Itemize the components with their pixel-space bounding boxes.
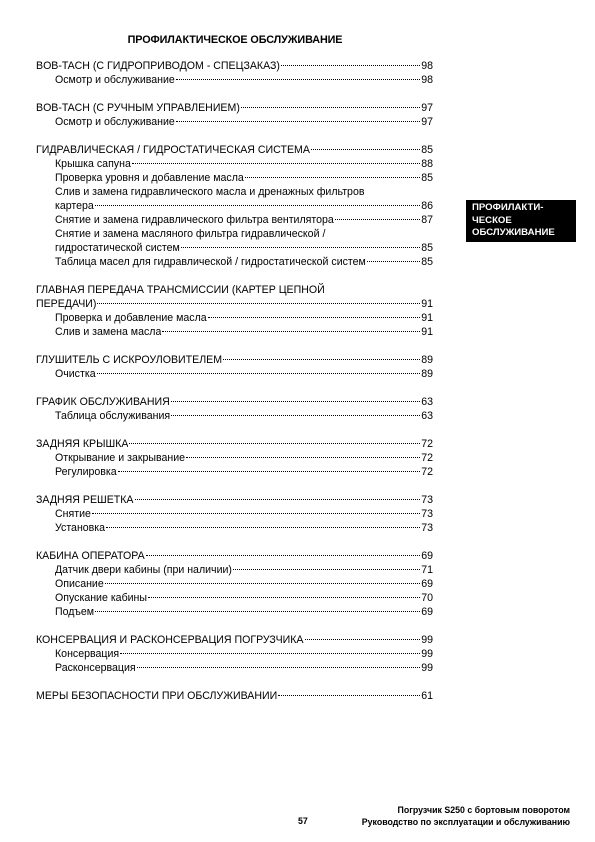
toc-entry[interactable] <box>36 409 433 423</box>
toc-label: ГЛУШИТЕЛЬ С ИСКРОУЛОВИТЕЛЕМ <box>36 354 223 366</box>
toc-label: ЗАДНЯЯ РЕШЕТКА <box>36 494 134 506</box>
toc-entry[interactable] <box>36 605 433 619</box>
toc-entry[interactable] <box>36 199 433 213</box>
toc-entry[interactable] <box>36 171 433 185</box>
toc-entry[interactable] <box>36 661 433 675</box>
toc-label: Снятие <box>55 508 91 520</box>
toc-page-number: 63 <box>421 396 433 408</box>
toc-page-number: 85 <box>421 242 433 254</box>
toc-section-title[interactable] <box>36 353 433 367</box>
toc-label: Опускание кабины <box>55 592 148 604</box>
toc-leader-dots <box>176 121 420 122</box>
footer-product: Погрузчик S250 с бортовым поворотом <box>397 805 570 815</box>
toc-section <box>36 689 433 703</box>
page-number: 57 <box>298 816 308 826</box>
toc-entry[interactable] <box>36 451 433 465</box>
toc-label: Таблица обслуживания <box>55 410 171 422</box>
toc-page-number: 91 <box>421 326 433 338</box>
toc-page-number: 89 <box>421 354 433 366</box>
toc-label: ГИДРАВЛИЧЕСКАЯ / ГИДРОСТАТИЧЕСКАЯ СИСТЕМА <box>36 144 310 156</box>
toc-section-title[interactable] <box>36 549 433 563</box>
toc-entry[interactable] <box>36 521 433 535</box>
toc-entry[interactable] <box>36 213 433 227</box>
toc-label: ГРАФИК ОБСЛУЖИВАНИЯ <box>36 396 170 408</box>
toc-leader-dots <box>171 415 420 416</box>
toc-leader-dots <box>245 177 420 178</box>
toc-leader-dots <box>118 471 421 472</box>
section-tab-line: ОБСЛУЖИВАНИЕ <box>472 227 555 238</box>
toc-entry[interactable] <box>36 255 433 269</box>
toc-page-number: 98 <box>421 60 433 72</box>
toc-entry[interactable] <box>36 325 433 339</box>
section-tab-line: ПРОФИЛАКТИ- <box>472 202 544 213</box>
toc-page-number: 91 <box>421 312 433 324</box>
toc-section-title[interactable] <box>36 437 433 451</box>
toc-entry[interactable] <box>36 577 433 591</box>
toc-leader-dots <box>95 611 420 612</box>
toc-leader-dots <box>311 149 420 150</box>
toc-leader-dots <box>146 555 421 556</box>
toc-page-number: 87 <box>421 214 433 226</box>
toc-label: картера <box>55 200 94 212</box>
table-of-contents <box>36 59 433 717</box>
toc-label: Консервация <box>55 648 120 660</box>
toc-section-title[interactable] <box>36 395 433 409</box>
toc-leader-dots <box>135 499 421 500</box>
toc-page-number: 69 <box>421 578 433 590</box>
toc-page-number: 85 <box>421 144 433 156</box>
toc-section <box>36 549 433 619</box>
toc-page-number: 98 <box>421 74 433 86</box>
toc-leader-dots <box>97 303 420 304</box>
toc-leader-dots <box>208 317 421 318</box>
toc-entry[interactable] <box>36 367 433 381</box>
toc-entry[interactable] <box>36 73 433 87</box>
toc-label: Снятие и замена гидравлического фильтра вентилятора <box>55 214 334 226</box>
toc-leader-dots <box>233 569 420 570</box>
section-tab <box>466 200 576 242</box>
toc-label: Слив и замена масла <box>55 326 162 338</box>
toc-page-number: 61 <box>421 690 433 702</box>
toc-page-number: 91 <box>421 298 433 310</box>
toc-page-number: 89 <box>421 368 433 380</box>
toc-entry[interactable] <box>36 647 433 661</box>
toc-label: гидростатической систем <box>55 242 180 254</box>
toc-label: Очистка <box>55 368 96 380</box>
toc-section-line: ГЛАВНАЯ ПЕРЕДАЧА ТРАНСМИССИИ (КАРТЕР ЦЕПНОЙ <box>36 284 325 296</box>
toc-entry[interactable] <box>36 311 433 325</box>
toc-section <box>36 101 433 129</box>
toc-entry-line: Снятие и замена масляного фильтра гидравлической / <box>55 228 326 240</box>
toc-entry[interactable] <box>36 591 433 605</box>
toc-label: Осмотр и обслуживание <box>55 74 175 86</box>
toc-section <box>36 143 433 269</box>
toc-section-title[interactable] <box>36 633 433 647</box>
toc-section-title[interactable] <box>36 101 433 115</box>
toc-page-number: 72 <box>421 438 433 450</box>
toc-label: Осмотр и обслуживание <box>55 116 175 128</box>
toc-leader-dots <box>223 359 420 360</box>
toc-label: КОНСЕРВАЦИЯ И РАСКОНСЕРВАЦИЯ ПОГРУЗЧИКА <box>36 634 304 646</box>
toc-page-number: 72 <box>421 466 433 478</box>
toc-leader-dots <box>129 443 420 444</box>
toc-entry[interactable] <box>36 563 433 577</box>
toc-label: МЕРЫ БЕЗОПАСНОСТИ ПРИ ОБСЛУЖИВАНИИ <box>36 690 278 702</box>
toc-section <box>36 437 433 479</box>
toc-label: Проверка и добавление масла <box>55 312 207 324</box>
toc-page-number: 72 <box>421 452 433 464</box>
toc-label: КАБИНА ОПЕРАТОРА <box>36 550 145 562</box>
toc-page-number: 86 <box>421 200 433 212</box>
toc-label: Подъем <box>55 606 95 618</box>
toc-page-number: 73 <box>421 508 433 520</box>
toc-leader-dots <box>120 653 420 654</box>
toc-label: Проверка уровня и добавление масла <box>55 172 244 184</box>
toc-entry-line: Слив и замена гидравлического масла и дренажных фильтров <box>55 186 365 198</box>
toc-section-title[interactable] <box>36 59 433 73</box>
toc-label: Установка <box>55 522 106 534</box>
toc-leader-dots <box>137 667 421 668</box>
toc-page-number: 69 <box>421 606 433 618</box>
toc-label: BOB-TACH (С РУЧНЫМ УПРАВЛЕНИЕМ) <box>36 102 240 114</box>
toc-leader-dots <box>95 205 420 206</box>
toc-page-number: 63 <box>421 410 433 422</box>
toc-entry[interactable] <box>36 241 433 255</box>
toc-section-title[interactable] <box>36 689 433 703</box>
toc-leader-dots <box>186 457 420 458</box>
toc-label: ЗАДНЯЯ КРЫШКА <box>36 438 129 450</box>
toc-page-number: 73 <box>421 522 433 534</box>
toc-section <box>36 493 433 535</box>
toc-leader-dots <box>181 247 420 248</box>
toc-leader-dots <box>106 527 420 528</box>
toc-label: Регулировка <box>55 466 117 478</box>
toc-entry[interactable] <box>36 115 433 129</box>
toc-section-title[interactable] <box>36 493 433 507</box>
toc-section <box>36 633 433 675</box>
toc-page-number: 73 <box>421 494 433 506</box>
toc-leader-dots <box>305 639 421 640</box>
toc-label: Крышка сапуна <box>55 158 131 170</box>
toc-label: BOB-TACH (С ГИДРОПРИВОДОМ - СПЕЦЗАКАЗ) <box>36 60 280 72</box>
toc-page-number: 99 <box>421 662 433 674</box>
toc-section <box>36 395 433 423</box>
toc-leader-dots <box>92 513 420 514</box>
toc-section <box>36 353 433 381</box>
toc-label: Таблица масел для гидравлической / гидростатической систем <box>55 256 366 268</box>
toc-section-title[interactable] <box>36 143 433 157</box>
toc-leader-dots <box>162 331 420 332</box>
toc-page-number: 99 <box>421 634 433 646</box>
toc-page-number: 85 <box>421 256 433 268</box>
toc-leader-dots <box>281 65 420 66</box>
toc-section <box>36 59 433 87</box>
toc-label: Открывание и закрывание <box>55 452 186 464</box>
toc-leader-dots <box>105 583 420 584</box>
toc-label: Описание <box>55 578 104 590</box>
toc-label: Датчик двери кабины (при наличии) <box>55 564 232 576</box>
toc-page-number: 71 <box>421 564 433 576</box>
toc-page-number: 70 <box>421 592 433 604</box>
toc-leader-dots <box>132 163 420 164</box>
section-tab-line: ЧЕСКОЕ <box>472 214 512 226</box>
toc-entry[interactable] <box>36 157 433 171</box>
toc-leader-dots <box>335 219 420 220</box>
toc-entry[interactable] <box>36 465 433 479</box>
toc-page-number: 97 <box>421 116 433 128</box>
toc-leader-dots <box>171 401 420 402</box>
toc-leader-dots <box>97 373 421 374</box>
toc-page-number: 85 <box>421 172 433 184</box>
toc-leader-dots <box>148 597 420 598</box>
toc-page-number: 88 <box>421 158 433 170</box>
toc-leader-dots <box>367 261 420 262</box>
toc-entry[interactable] <box>36 507 433 521</box>
page-title: ПРОФИЛАКТИЧЕСКОЕ ОБСЛУЖИВАНИЕ <box>127 34 343 46</box>
footer-manual: Руководство по эксплуатации и обслуживанию <box>361 817 570 827</box>
toc-section <box>36 283 433 339</box>
toc-page-number: 99 <box>421 648 433 660</box>
toc-label: ПЕРЕДАЧИ) <box>36 298 97 310</box>
toc-leader-dots <box>176 79 420 80</box>
toc-leader-dots <box>241 107 420 108</box>
toc-page-number: 69 <box>421 550 433 562</box>
toc-label: Расконсервация <box>55 662 136 674</box>
toc-leader-dots <box>278 695 420 696</box>
toc-section-title[interactable] <box>36 297 433 311</box>
toc-page-number: 97 <box>421 102 433 114</box>
footer <box>362 804 570 828</box>
